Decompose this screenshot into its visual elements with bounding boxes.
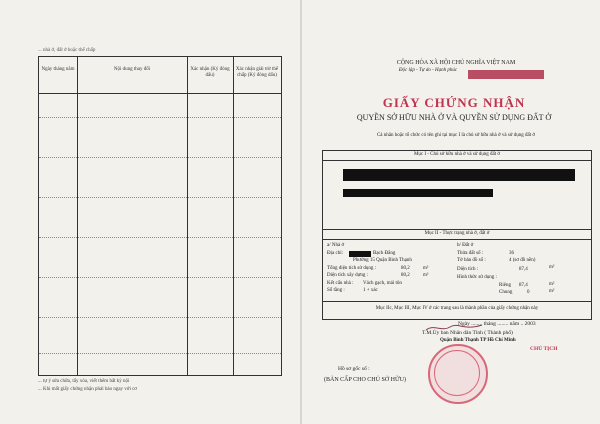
- redacted-owner-info: [343, 189, 493, 197]
- record-label: Hồ sơ gốc số :: [338, 366, 370, 372]
- divider: [323, 160, 591, 161]
- address-label: Địa chỉ:: [327, 251, 343, 256]
- signature: [424, 322, 484, 334]
- house-heading: a/ Nhà ở: [327, 243, 345, 248]
- map-value: 4 (sơ đồ nền): [509, 258, 536, 263]
- left-footer: [38, 378, 286, 394]
- intro-text: Cá nhân hoặc tổ chức có tên ghi tại mục I là chủ sở hữu nhà ở và sử dụng đất ở: [376, 133, 536, 138]
- structure-value: Vách gạch, mái tôn: [363, 281, 402, 286]
- building-area-value: 80,2: [401, 273, 410, 278]
- area-unit: m²: [549, 282, 555, 287]
- col-confirm: [187, 57, 234, 375]
- divider: [323, 239, 591, 240]
- section-note: Mục IIc, Mục III, Mục IV ở các trang sau là thành phần của giấy chứng nhận này: [375, 306, 539, 311]
- page-fold: [300, 0, 302, 424]
- total-area-label: Tổng diện tích sử dụng :: [327, 266, 376, 271]
- col-content: [77, 57, 188, 375]
- change-log-table: [38, 56, 282, 376]
- certificate-title: GIẤY CHỨNG NHẬN: [382, 95, 526, 110]
- total-area-value: 80,2: [401, 266, 410, 271]
- address-street: Bạch Đằng: [373, 251, 396, 256]
- motto: Độc lập - Tự do - Hạnh phúc: [398, 68, 458, 73]
- structure-label: Kết cấu nhà :: [327, 281, 354, 286]
- right-page: [308, 0, 600, 424]
- map-label: Tờ bản đồ số :: [457, 258, 486, 263]
- table-row: [39, 197, 281, 198]
- divider: [323, 229, 591, 230]
- redacted-owner-name: [343, 169, 575, 181]
- floors-value: 1 + xác: [363, 288, 378, 293]
- certificate-subtitle: QUYỀN SỞ HỮU NHÀ Ở VÀ QUYỀN SỬ DỤNG ĐẤT Ở: [356, 113, 552, 122]
- issue-date: Ngày ........ tháng ........ năm .. 2003: [458, 321, 536, 327]
- table-row: [39, 237, 281, 238]
- building-area-label: Diện tích xây dựng :: [327, 273, 369, 278]
- shared-label: Chung: [499, 290, 513, 295]
- copy-note: (BẢN CẤP CHO CHỦ SỞ HỮU): [324, 377, 406, 383]
- footer-line: ... tự ý sửa chữa, tẩy xóa, viết thêm bất kỳ nội: [38, 379, 130, 384]
- private-value: 87,4: [519, 283, 528, 288]
- details-box: [322, 150, 592, 320]
- area-unit: m²: [549, 289, 555, 294]
- private-label: Riêng: [499, 283, 511, 288]
- address-ward: Phường 15 Quận Bình Thạnh: [353, 258, 412, 263]
- serial-number-stamp: [468, 70, 544, 79]
- left-page-header: ... nhà ở, đất ở hoặc thế chấp: [38, 48, 96, 53]
- column-header: Ngày tháng năm: [41, 67, 75, 72]
- column-header: Nội dung thay đổi: [113, 67, 151, 72]
- column-header: Xác nhận giải trừ thế chấp (Ký đóng dấu): [235, 67, 279, 78]
- area-unit: m²: [423, 266, 429, 271]
- left-page: [26, 44, 284, 412]
- shared-value: 0: [527, 290, 530, 295]
- plot-value: 36: [509, 251, 514, 256]
- section-1-heading: Mục I - Chủ sở hữu nhà ở và sử dụng đất ở: [413, 152, 501, 157]
- use-form-label: Hình thức sử dụng :: [457, 275, 497, 280]
- district-line: Quận Bình Thạnh TP Hồ Chí Minh: [440, 338, 516, 343]
- republic-heading: CỘNG HÒA XÃ HỘI CHỦ NGHĨA VIỆT NAM: [396, 60, 516, 66]
- table-row: [39, 353, 281, 354]
- table-row: [39, 157, 281, 158]
- area-unit: m²: [549, 265, 555, 270]
- land-area-value: 87,4: [519, 267, 528, 272]
- table-row: [39, 117, 281, 118]
- col-date: [39, 57, 78, 375]
- chair-title: CHỦ TỊCH: [530, 346, 558, 352]
- table-row: [39, 277, 281, 278]
- land-area-label: Diện tích :: [457, 267, 479, 272]
- redacted-house-number: [349, 251, 371, 257]
- area-unit: m²: [423, 273, 429, 278]
- table-row: [39, 317, 281, 318]
- official-seal-inner: [434, 350, 480, 396]
- plot-label: Thửa đất số :: [457, 251, 484, 256]
- footer-line: ... Khi mất giấy chứng nhận phải báo ngay với cơ: [38, 387, 137, 392]
- section-2-heading: Mục II - Thực trạng nhà ở, đất ở: [424, 231, 490, 236]
- land-heading: b/ Đất ở: [457, 243, 474, 248]
- floors-label: Số tầng :: [327, 288, 345, 293]
- divider: [323, 301, 591, 302]
- column-header: Xác nhận (Ký đóng dấu): [190, 67, 230, 78]
- authority-line: T.M.Ủy ban Nhân dân Tỉnh ( Thành phố): [422, 330, 513, 336]
